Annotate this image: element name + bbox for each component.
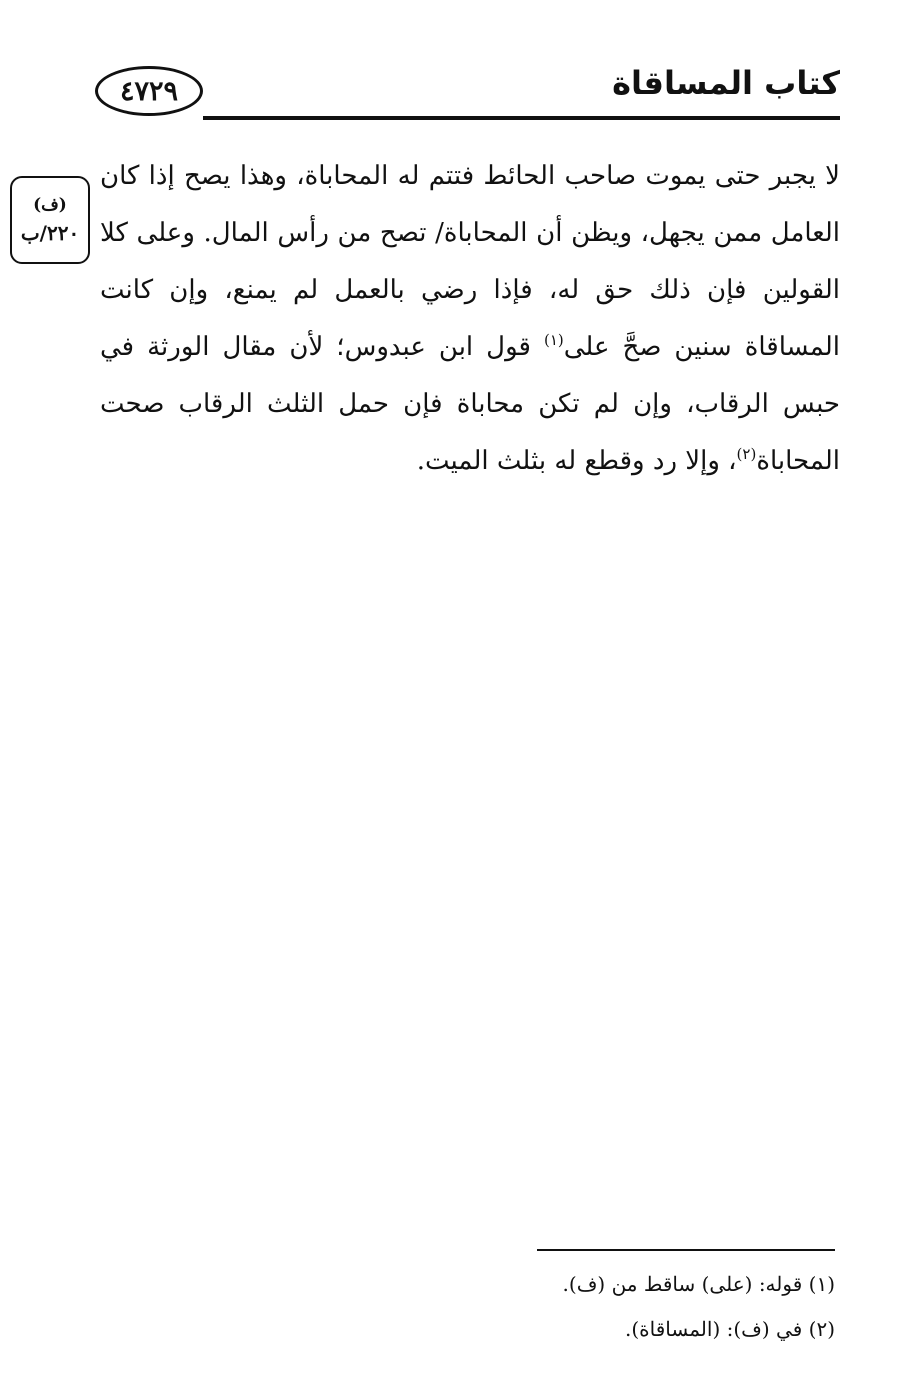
main-text-segment: لا يجبر حتى يموت صاحب الحائط فتتم له المحاباة، وهذا يصح إذا كان العامل ممن يجهل، ويظن أن المحاباة/ تصح من رأس المال. وعلى كلا القولين فإن ذلك حق له، فإذا رضي بالعمل لم يمنع، وإن كانت المساقاة سنين صحَّ على (100, 161, 840, 362)
footnote-marker-1: (١) (543, 331, 564, 349)
main-text-segment: ، وإلا رد وقطع له بثلث الميت. (416, 446, 737, 476)
main-text-segment: قول ابن عبدوس؛ لأن مقال الورثة في حبس الرقاب، وإن لم تكن محاباة فإن حمل الثلث الرقاب صحت المحاباة (100, 332, 840, 476)
page-header (95, 58, 840, 122)
footnote-marker-2: (٢) (736, 445, 757, 463)
chapter-title: كتاب المساقاة (612, 64, 840, 102)
folio-number: ٢٢٠/ب (20, 221, 80, 245)
footnote-1: (١) قوله: (على) ساقط من (ف). (562, 1272, 835, 1296)
footnote-2: (٢) في (ف): (المساقاة). (625, 1317, 835, 1341)
header-rule (203, 116, 840, 120)
manuscript-siglum: (ف) (33, 195, 67, 215)
main-text-paragraph (100, 148, 840, 490)
page-number-badge: ٤٧٢٩ (95, 66, 203, 116)
footnote-separator (537, 1249, 835, 1251)
footnotes (95, 1262, 835, 1352)
manuscript-folio-marker (10, 176, 90, 264)
